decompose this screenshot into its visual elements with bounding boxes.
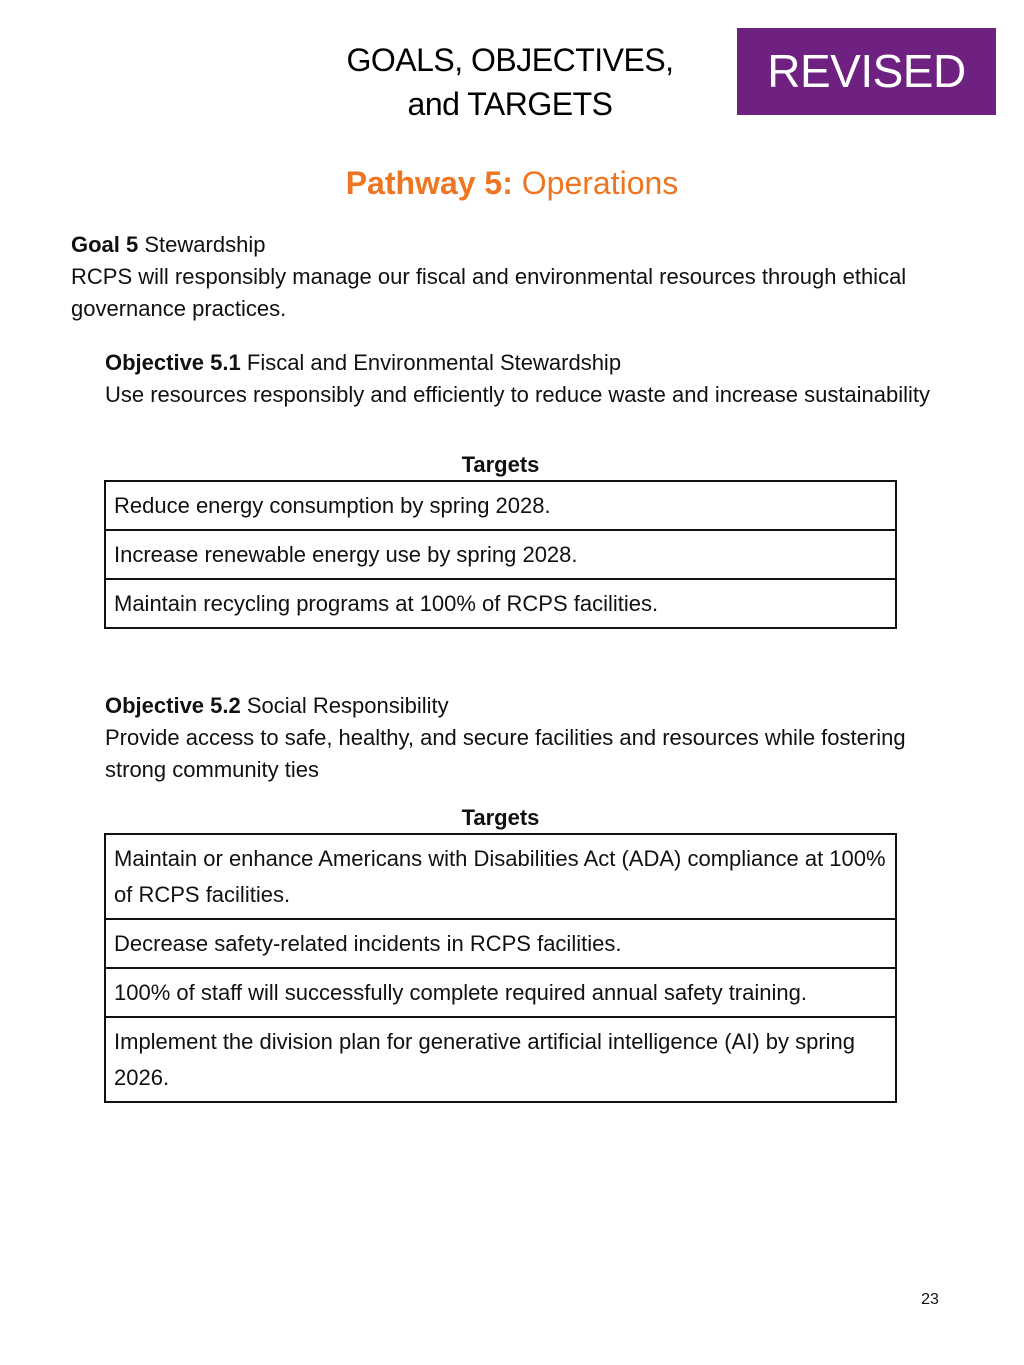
objective-description: Use resources responsibly and efficiently to reduce waste and increase sustainability (105, 382, 931, 407)
targets-heading: Targets (461, 805, 540, 830)
objective-label: Objective 5.2 (105, 693, 241, 718)
objective-heading (105, 347, 965, 379)
targets-table (104, 833, 897, 1103)
targets-heading: Targets (461, 452, 540, 477)
target-cell: Implement the division plan for generative artificial intelligence (AI) by spring 2026. (105, 1017, 896, 1102)
page-number: 23 (921, 1291, 939, 1308)
objective-section (105, 690, 965, 786)
table-row (105, 481, 896, 530)
table-row (105, 1017, 896, 1102)
targets-table (104, 480, 897, 629)
goal-section (71, 229, 951, 325)
table-row (105, 834, 896, 919)
goal-label: Goal 5 (71, 232, 139, 257)
page-title-line-2: and TARGETS (407, 86, 613, 122)
objective-title: Fiscal and Environmental Stewardship (246, 350, 622, 375)
pathway-label: Pathway 5: (345, 165, 513, 201)
target-cell: Maintain or enhance Americans with Disabilities Act (ADA) compliance at 100% of RCPS facilities. (105, 834, 896, 919)
target-cell: 100% of staff will successfully complete required annual safety training. (105, 968, 896, 1017)
table-row (105, 530, 896, 579)
target-cell: Reduce energy consumption by spring 2028. (105, 481, 896, 530)
target-cell: Increase renewable energy use by spring 2028. (105, 530, 896, 579)
objective-label: Objective 5.1 (105, 350, 241, 375)
table-row (105, 968, 896, 1017)
pathway-name: Operations (521, 165, 679, 201)
goal-heading (71, 229, 951, 261)
objective-title: Social Responsibility (246, 693, 449, 718)
objective-description: Provide access to safe, healthy, and secure facilities and resources while fostering strong community ties (105, 725, 906, 782)
objective-section (105, 347, 965, 411)
page-title-line-1: GOALS, OBJECTIVES, (346, 42, 674, 78)
page-title (290, 38, 730, 126)
target-cell: Decrease safety-related incidents in RCPS facilities. (105, 919, 896, 968)
goal-title: Stewardship (144, 232, 266, 257)
revised-badge: REVISED (737, 28, 996, 115)
pathway-heading (0, 160, 1024, 206)
target-cell: Maintain recycling programs at 100% of RCPS facilities. (105, 579, 896, 628)
table-row (105, 579, 896, 628)
goal-description: RCPS will responsibly manage our fiscal and environmental resources through ethical governance practices. (71, 264, 907, 321)
table-row (105, 919, 896, 968)
objective-heading (105, 690, 965, 722)
